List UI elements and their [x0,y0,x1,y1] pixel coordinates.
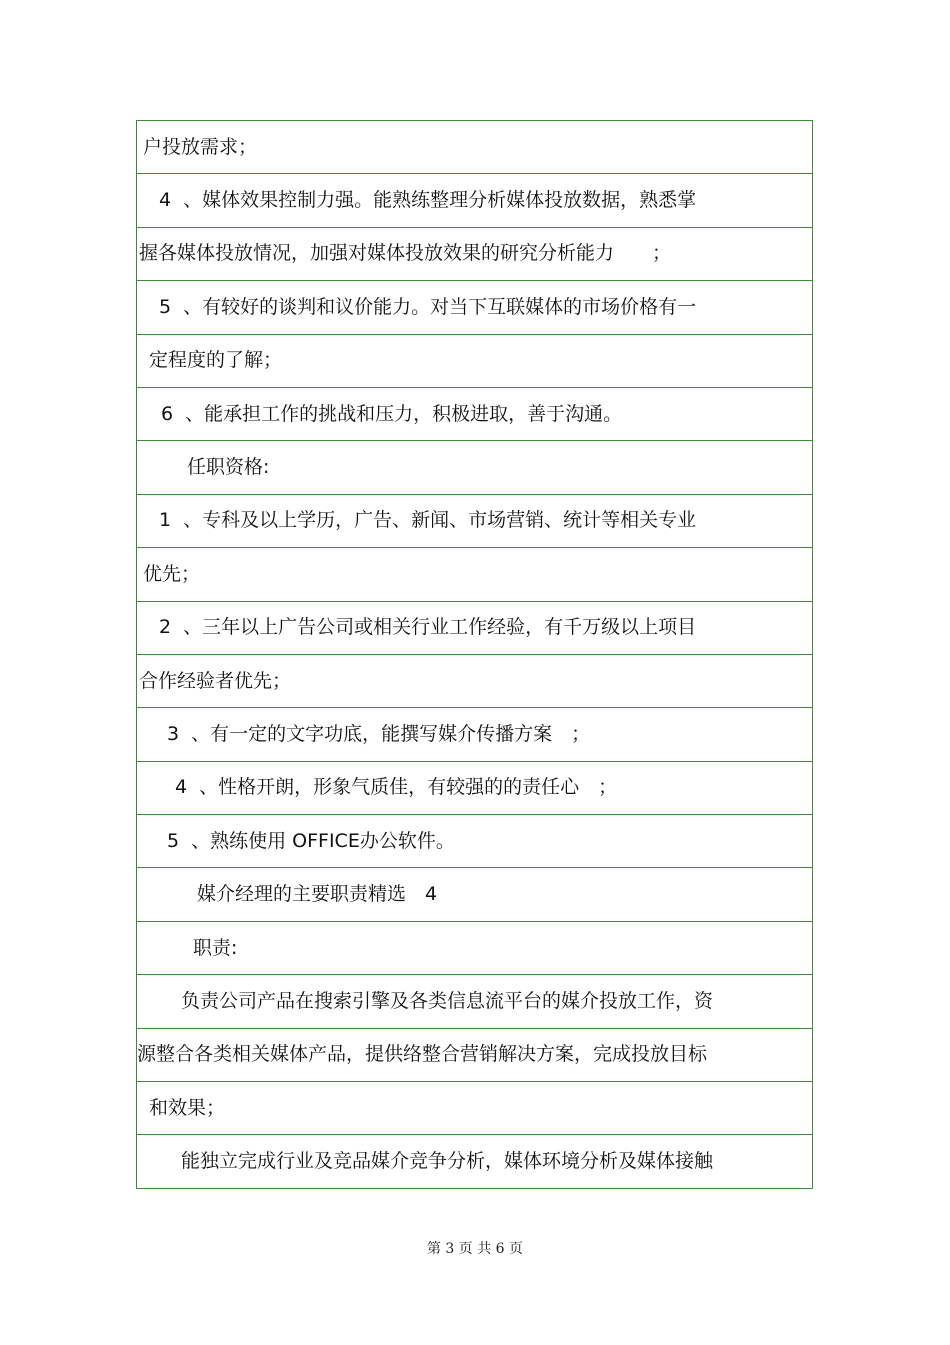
table-row [137,708,813,761]
table-cell [137,494,813,547]
table-row [137,868,813,921]
table-row [137,975,813,1028]
row-text: 握各媒体投放情况，加强对媒体投放效果的研究分析能力 ； [139,242,672,265]
table-cell [137,1082,813,1135]
row-text: 能独立完成行业及竞品媒介竞争分析，媒体环境分析及媒体接触 [181,1150,714,1173]
row-text: 、专科及以上学历，广告、新闻、市场营销、统计等相关专业 [183,509,697,532]
table-cell [137,1028,813,1081]
row-text: 负责公司产品在搜索引擎及各类信息流平台的媒介投放工作，资 [181,989,714,1012]
table-row [137,654,813,707]
table-cell [137,227,813,280]
row-text: 定程度的了解； [149,349,283,372]
table-body [137,121,813,1189]
row-text: 、有一定的文字功底，能撰写媒介传播方案 ； [191,722,591,745]
table-cell [137,815,813,868]
table-row [137,601,813,654]
list-item-number: 3 [167,722,180,745]
table-row [137,1028,813,1081]
row-text: 、媒体效果控制力强。能熟练整理分析媒体投放数据，熟悉掌 [183,189,697,212]
row-text: 、性格开朗，形象气质佳，有较强的的责任心 ； [199,776,618,799]
list-item-number: 4 [175,776,188,799]
table-row [137,227,813,280]
table-cell [137,921,813,974]
document-table [136,120,813,1189]
table-cell [137,1135,813,1188]
table-row [137,1082,813,1135]
table-cell [137,708,813,761]
row-text: 户投放需求； [143,135,258,158]
table-row [137,387,813,440]
list-item-number: 6 [161,402,174,425]
row-text: 任职资格: [187,456,270,479]
table-cell [137,441,813,494]
table-row [137,494,813,547]
table-row [137,174,813,227]
table-row [137,761,813,814]
row-text: 媒介经理的主要职责精选 4 [197,883,438,906]
table-row [137,1135,813,1188]
row-text: 、有较好的谈判和议价能力。对当下互联媒体的市场价格有一 [183,295,697,318]
table-row [137,441,813,494]
page-footer: 第 3 页 共 6 页 [426,1241,524,1257]
list-item-number: 5 [167,829,180,852]
table-cell [137,654,813,707]
list-item-number: 1 [159,509,172,532]
row-text: 优先； [143,562,201,585]
table-cell [137,548,813,601]
table-cell [137,121,813,174]
table-row [137,281,813,334]
table-cell [137,334,813,387]
table-row [137,121,813,174]
table-cell [137,281,813,334]
table-row [137,334,813,387]
list-item-number: 4 [159,189,172,212]
row-text: 源整合各类相关媒体产品，提供络整合营销解决方案，完成投放目标 [137,1043,708,1066]
table-row [137,548,813,601]
table-cell [137,174,813,227]
row-text: 合作经验者优先； [139,669,292,692]
row-text: 、三年以上广告公司或相关行业工作经验，有千万级以上项目 [183,616,697,639]
table-cell [137,761,813,814]
table-cell [137,868,813,921]
table-row [137,815,813,868]
row-text: 职责: [193,936,238,959]
row-text: 、熟练使用 OFFICE办公软件。 [191,829,455,852]
table-cell [137,975,813,1028]
list-item-number: 2 [159,616,172,639]
row-text: 、能承担工作的挑战和压力，积极进取，善于沟通。 [185,402,623,425]
row-text: 和效果； [149,1096,226,1119]
table-cell [137,387,813,440]
list-item-number: 5 [159,295,172,318]
table-cell [137,601,813,654]
table-row [137,921,813,974]
